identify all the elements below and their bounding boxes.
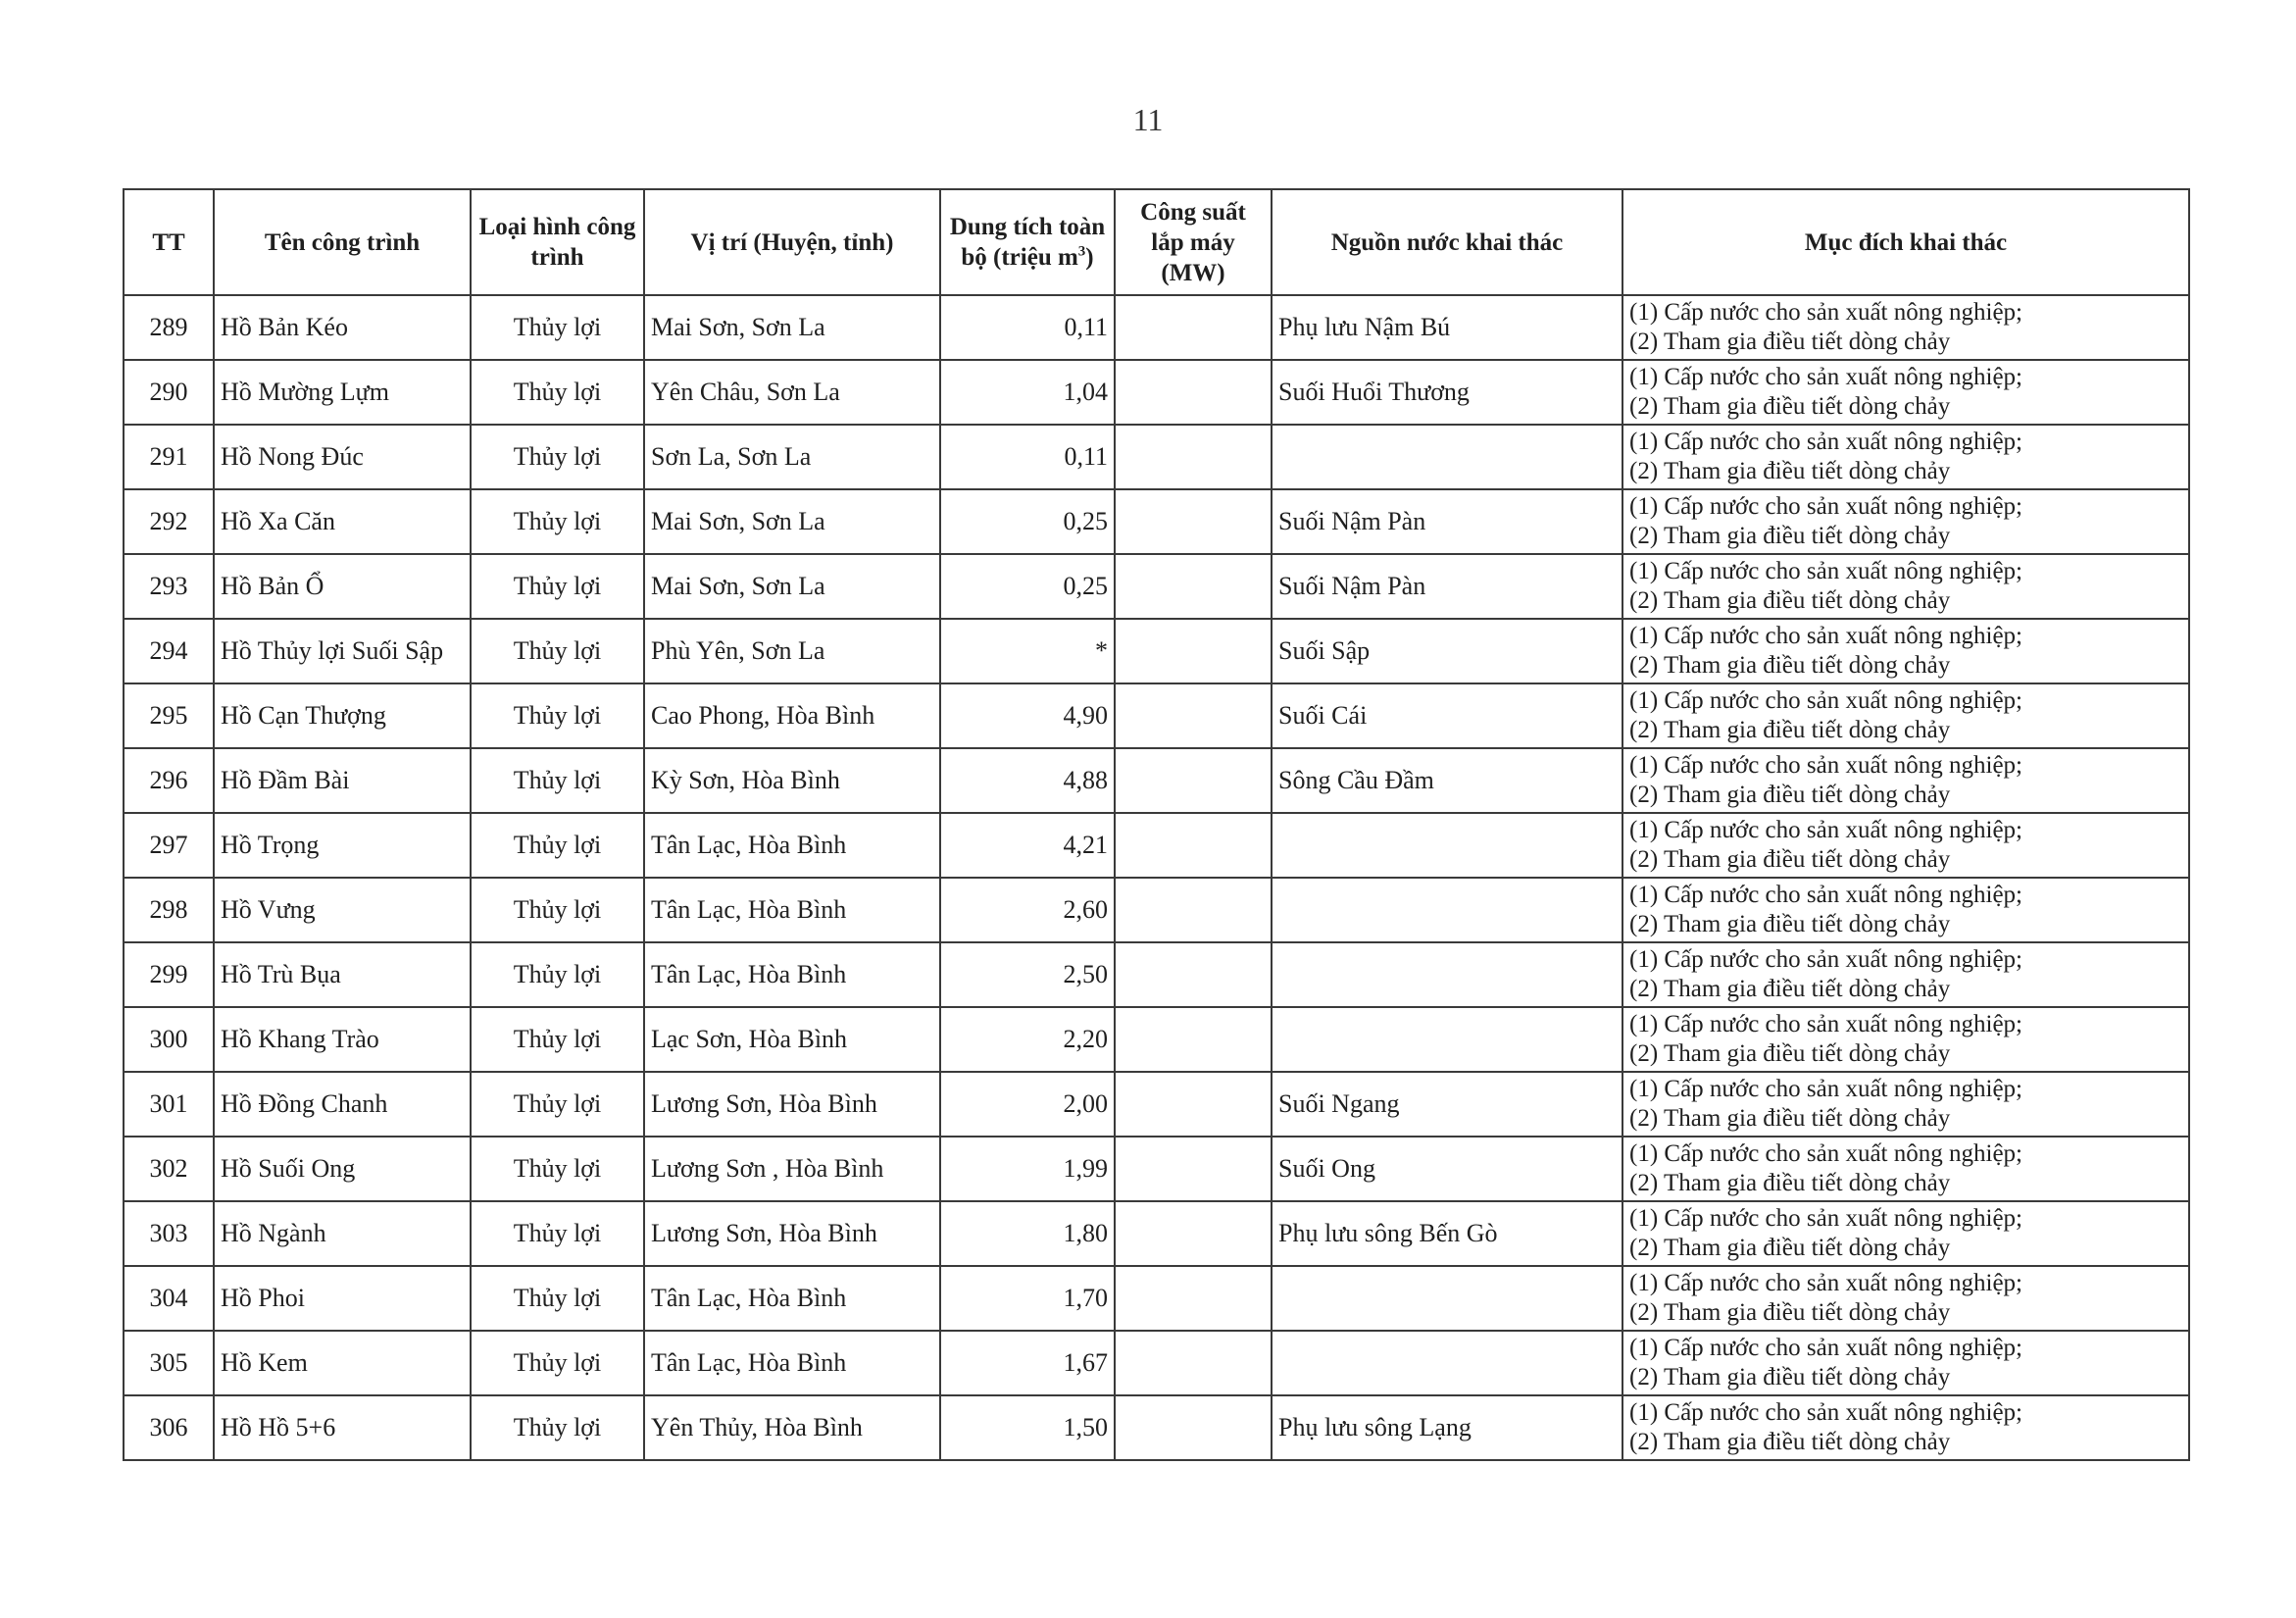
- purpose-line-1: (1) Cấp nước cho sản xuất nông nghiệp;: [1629, 1011, 2022, 1037]
- table-row: [124, 683, 2189, 748]
- purpose-line-2: (2) Tham gia điều tiết dòng chảy: [1629, 1040, 1951, 1067]
- header-tt: TT: [124, 189, 214, 295]
- cell-power: [1115, 1266, 1272, 1331]
- cell-source: [1272, 1266, 1622, 1331]
- cell-tt: 301: [124, 1072, 214, 1137]
- cell-location: Yên Thủy, Hòa Bình: [644, 1395, 940, 1460]
- cell-capacity: 0,25: [940, 554, 1115, 619]
- cell-tt: 293: [124, 554, 214, 619]
- cell-type: Thủy lợi: [471, 683, 644, 748]
- table-row: [124, 360, 2189, 425]
- cell-purpose: [1622, 1266, 2189, 1331]
- table-row: [124, 1266, 2189, 1331]
- cell-tt: 305: [124, 1331, 214, 1395]
- cell-name: Hồ Đầm Bài: [214, 748, 471, 813]
- cell-name: Hồ Khang Trào: [214, 1007, 471, 1072]
- cell-power: [1115, 1137, 1272, 1201]
- cell-capacity: 4,88: [940, 748, 1115, 813]
- purpose-line-2: (2) Tham gia điều tiết dòng chảy: [1629, 1105, 1951, 1132]
- cell-location: Tân Lạc, Hòa Bình: [644, 942, 940, 1007]
- cell-name: Hồ Nong Đúc: [214, 425, 471, 489]
- cell-name: Hồ Cạn Thượng: [214, 683, 471, 748]
- cell-capacity: 2,50: [940, 942, 1115, 1007]
- purpose-line-2: (2) Tham gia điều tiết dòng chảy: [1629, 1429, 1951, 1455]
- cell-type: Thủy lợi: [471, 813, 644, 878]
- purpose-line-2: (2) Tham gia điều tiết dòng chảy: [1629, 1299, 1951, 1326]
- cell-purpose: [1622, 748, 2189, 813]
- purpose-line-2: (2) Tham gia điều tiết dòng chảy: [1629, 587, 1951, 614]
- purpose-line-1: (1) Cấp nước cho sản xuất nông nghiệp;: [1629, 817, 2022, 843]
- cell-capacity: 0,11: [940, 425, 1115, 489]
- cell-source: [1272, 878, 1622, 942]
- header-row: [124, 189, 2189, 295]
- cell-tt: 294: [124, 619, 214, 683]
- page-number: 11: [1132, 102, 1164, 137]
- cell-source: [1272, 813, 1622, 878]
- cell-location: Kỳ Sơn, Hòa Bình: [644, 748, 940, 813]
- cell-name: Hồ Trù Bụa: [214, 942, 471, 1007]
- cell-name: Hồ Suối Ong: [214, 1137, 471, 1201]
- cell-tt: 296: [124, 748, 214, 813]
- cell-capacity: 0,25: [940, 489, 1115, 554]
- cell-source: Phụ lưu sông Lạng: [1272, 1395, 1622, 1460]
- cell-type: Thủy lợi: [471, 1266, 644, 1331]
- cell-tt: 304: [124, 1266, 214, 1331]
- header-source: Nguồn nước khai thác: [1272, 189, 1622, 295]
- cell-capacity: 1,80: [940, 1201, 1115, 1266]
- table-row: [124, 1137, 2189, 1201]
- table-row: [124, 619, 2189, 683]
- header-capacity: [940, 189, 1115, 295]
- table-row: [124, 748, 2189, 813]
- cell-type: Thủy lợi: [471, 295, 644, 360]
- cell-type: Thủy lợi: [471, 1007, 644, 1072]
- cell-capacity: 2,60: [940, 878, 1115, 942]
- table-row: [124, 1007, 2189, 1072]
- cell-location: Phù Yên, Sơn La: [644, 619, 940, 683]
- cell-purpose: [1622, 1007, 2189, 1072]
- cell-source: [1272, 1331, 1622, 1395]
- cell-location: Lương Sơn , Hòa Bình: [644, 1137, 940, 1201]
- purpose-line-1: (1) Cấp nước cho sản xuất nông nghiệp;: [1629, 493, 2022, 520]
- cell-type: Thủy lợi: [471, 619, 644, 683]
- purpose-line-2: (2) Tham gia điều tiết dòng chảy: [1629, 1170, 1951, 1196]
- cell-tt: 302: [124, 1137, 214, 1201]
- header-capacity-sup: 3: [1077, 243, 1086, 260]
- table-row: [124, 813, 2189, 878]
- cell-source: [1272, 942, 1622, 1007]
- table-row: [124, 295, 2189, 360]
- cell-location: Mai Sơn, Sơn La: [644, 489, 940, 554]
- cell-purpose: [1622, 295, 2189, 360]
- cell-capacity: 1,67: [940, 1331, 1115, 1395]
- cell-power: [1115, 1072, 1272, 1137]
- cell-name: Hồ Kem: [214, 1331, 471, 1395]
- cell-capacity: 1,99: [940, 1137, 1115, 1201]
- cell-purpose: [1622, 1201, 2189, 1266]
- cell-purpose: [1622, 878, 2189, 942]
- cell-location: Lạc Sơn, Hòa Bình: [644, 1007, 940, 1072]
- cell-power: [1115, 683, 1272, 748]
- purpose-line-1: (1) Cấp nước cho sản xuất nông nghiệp;: [1629, 1140, 2022, 1167]
- cell-source: Suối Cái: [1272, 683, 1622, 748]
- cell-type: Thủy lợi: [471, 1137, 644, 1201]
- cell-purpose: [1622, 942, 2189, 1007]
- cell-location: Yên Châu, Sơn La: [644, 360, 940, 425]
- purpose-line-2: (2) Tham gia điều tiết dòng chảy: [1629, 1235, 1951, 1261]
- cell-name: Hồ Vưng: [214, 878, 471, 942]
- purpose-line-1: (1) Cấp nước cho sản xuất nông nghiệp;: [1629, 623, 2022, 649]
- cell-name: Hồ Trọng: [214, 813, 471, 878]
- cell-location: Lương Sơn, Hòa Bình: [644, 1072, 940, 1137]
- header-capacity-text: Dung tích toàn bộ (triệu m: [949, 214, 1106, 271]
- purpose-line-2: (2) Tham gia điều tiết dòng chảy: [1629, 846, 1951, 873]
- cell-capacity: 1,70: [940, 1266, 1115, 1331]
- header-name: Tên công trình: [214, 189, 471, 295]
- header-type: Loại hình công trình: [471, 189, 644, 295]
- cell-tt: 295: [124, 683, 214, 748]
- cell-power: [1115, 295, 1272, 360]
- cell-purpose: [1622, 425, 2189, 489]
- cell-name: Hồ Xa Căn: [214, 489, 471, 554]
- purpose-line-1: (1) Cấp nước cho sản xuất nông nghiệp;: [1629, 429, 2022, 455]
- cell-type: Thủy lợi: [471, 1072, 644, 1137]
- purpose-line-1: (1) Cấp nước cho sản xuất nông nghiệp;: [1629, 1335, 2022, 1361]
- cell-capacity: 4,21: [940, 813, 1115, 878]
- cell-power: [1115, 425, 1272, 489]
- purpose-line-1: (1) Cấp nước cho sản xuất nông nghiệp;: [1629, 946, 2022, 973]
- header-purpose: Mục đích khai thác: [1622, 189, 2189, 295]
- cell-power: [1115, 748, 1272, 813]
- cell-capacity: 2,00: [940, 1072, 1115, 1137]
- cell-power: [1115, 1331, 1272, 1395]
- cell-source: Suối Huổi Thương: [1272, 360, 1622, 425]
- cell-source: Suối Ngang: [1272, 1072, 1622, 1137]
- cell-source: Suối Sập: [1272, 619, 1622, 683]
- cell-tt: 303: [124, 1201, 214, 1266]
- cell-power: [1115, 489, 1272, 554]
- cell-power: [1115, 942, 1272, 1007]
- purpose-line-1: (1) Cấp nước cho sản xuất nông nghiệp;: [1629, 364, 2022, 390]
- cell-location: Sơn La, Sơn La: [644, 425, 940, 489]
- cell-source: Sông Cầu Đầm: [1272, 748, 1622, 813]
- cell-source: Suối Nậm Pàn: [1272, 554, 1622, 619]
- header-power: Công suất lắp máy (MW): [1115, 189, 1272, 295]
- cell-name: Hồ Bản Ổ: [214, 554, 471, 619]
- cell-name: Hồ Thủy lợi Suối Sập: [214, 619, 471, 683]
- table-row: [124, 1072, 2189, 1137]
- cell-location: Mai Sơn, Sơn La: [644, 554, 940, 619]
- purpose-line-2: (2) Tham gia điều tiết dòng chảy: [1629, 976, 1951, 1002]
- cell-capacity: *: [940, 619, 1115, 683]
- cell-power: [1115, 619, 1272, 683]
- cell-purpose: [1622, 813, 2189, 878]
- purpose-line-1: (1) Cấp nước cho sản xuất nông nghiệp;: [1629, 1270, 2022, 1296]
- cell-power: [1115, 813, 1272, 878]
- cell-source: [1272, 1007, 1622, 1072]
- table-header: [124, 189, 2189, 295]
- cell-location: Tân Lạc, Hòa Bình: [644, 878, 940, 942]
- cell-name: Hồ Phoi: [214, 1266, 471, 1331]
- purpose-line-1: (1) Cấp nước cho sản xuất nông nghiệp;: [1629, 558, 2022, 584]
- table-row: [124, 1395, 2189, 1460]
- cell-type: Thủy lợi: [471, 360, 644, 425]
- purpose-line-2: (2) Tham gia điều tiết dòng chảy: [1629, 523, 1951, 549]
- cell-tt: 291: [124, 425, 214, 489]
- cell-type: Thủy lợi: [471, 1395, 644, 1460]
- cell-source: Phụ lưu sông Bến Gò: [1272, 1201, 1622, 1266]
- cell-capacity: 1,04: [940, 360, 1115, 425]
- purpose-line-2: (2) Tham gia điều tiết dòng chảy: [1629, 717, 1951, 743]
- cell-purpose: [1622, 1331, 2189, 1395]
- cell-purpose: [1622, 1137, 2189, 1201]
- cell-name: Hồ Mường Lựm: [214, 360, 471, 425]
- table-row: [124, 554, 2189, 619]
- cell-purpose: [1622, 489, 2189, 554]
- cell-tt: 292: [124, 489, 214, 554]
- purpose-line-1: (1) Cấp nước cho sản xuất nông nghiệp;: [1629, 882, 2022, 908]
- cell-type: Thủy lợi: [471, 748, 644, 813]
- cell-capacity: 1,50: [940, 1395, 1115, 1460]
- purpose-line-2: (2) Tham gia điều tiết dòng chảy: [1629, 1364, 1951, 1390]
- purpose-line-1: (1) Cấp nước cho sản xuất nông nghiệp;: [1629, 752, 2022, 779]
- cell-location: Cao Phong, Hòa Bình: [644, 683, 940, 748]
- purpose-line-2: (2) Tham gia điều tiết dòng chảy: [1629, 782, 1951, 808]
- cell-tt: 298: [124, 878, 214, 942]
- cell-location: Mai Sơn, Sơn La: [644, 295, 940, 360]
- cell-purpose: [1622, 360, 2189, 425]
- table-row: [124, 1201, 2189, 1266]
- cell-power: [1115, 554, 1272, 619]
- purpose-line-1: (1) Cấp nước cho sản xuất nông nghiệp;: [1629, 1205, 2022, 1232]
- purpose-line-1: (1) Cấp nước cho sản xuất nông nghiệp;: [1629, 687, 2022, 714]
- cell-purpose: [1622, 683, 2189, 748]
- cell-name: Hồ Hồ 5+6: [214, 1395, 471, 1460]
- cell-source: Phụ lưu Nậm Bú: [1272, 295, 1622, 360]
- purpose-line-1: (1) Cấp nước cho sản xuất nông nghiệp;: [1629, 299, 2022, 326]
- cell-location: Tân Lạc, Hòa Bình: [644, 813, 940, 878]
- table-row: [124, 1331, 2189, 1395]
- cell-name: Hồ Bản Kéo: [214, 295, 471, 360]
- cell-tt: 289: [124, 295, 214, 360]
- purpose-line-2: (2) Tham gia điều tiết dòng chảy: [1629, 911, 1951, 937]
- cell-type: Thủy lợi: [471, 1331, 644, 1395]
- cell-purpose: [1622, 619, 2189, 683]
- cell-source: Suối Nậm Pàn: [1272, 489, 1622, 554]
- purpose-line-2: (2) Tham gia điều tiết dòng chảy: [1629, 458, 1951, 484]
- cell-type: Thủy lợi: [471, 425, 644, 489]
- cell-name: Hồ Đồng Chanh: [214, 1072, 471, 1137]
- cell-purpose: [1622, 1072, 2189, 1137]
- cell-type: Thủy lợi: [471, 1201, 644, 1266]
- table-row: [124, 425, 2189, 489]
- header-capacity-close: ): [1085, 244, 1094, 271]
- cell-type: Thủy lợi: [471, 489, 644, 554]
- cell-purpose: [1622, 1395, 2189, 1460]
- cell-location: Tân Lạc, Hòa Bình: [644, 1331, 940, 1395]
- cell-power: [1115, 360, 1272, 425]
- header-location: Vị trí (Huyện, tỉnh): [644, 189, 940, 295]
- cell-tt: 300: [124, 1007, 214, 1072]
- cell-power: [1115, 1201, 1272, 1266]
- purpose-line-1: (1) Cấp nước cho sản xuất nông nghiệp;: [1629, 1399, 2022, 1426]
- cell-capacity: 0,11: [940, 295, 1115, 360]
- cell-type: Thủy lợi: [471, 942, 644, 1007]
- cell-capacity: 2,20: [940, 1007, 1115, 1072]
- cell-tt: 297: [124, 813, 214, 878]
- purpose-line-2: (2) Tham gia điều tiết dòng chảy: [1629, 329, 1951, 355]
- cell-tt: 306: [124, 1395, 214, 1460]
- cell-power: [1115, 1007, 1272, 1072]
- purpose-line-2: (2) Tham gia điều tiết dòng chảy: [1629, 393, 1951, 420]
- cell-capacity: 4,90: [940, 683, 1115, 748]
- purpose-line-1: (1) Cấp nước cho sản xuất nông nghiệp;: [1629, 1076, 2022, 1102]
- cell-type: Thủy lợi: [471, 554, 644, 619]
- cell-power: [1115, 1395, 1272, 1460]
- cell-name: Hồ Ngành: [214, 1201, 471, 1266]
- cell-type: Thủy lợi: [471, 878, 644, 942]
- table-row: [124, 878, 2189, 942]
- cell-tt: 299: [124, 942, 214, 1007]
- cell-power: [1115, 878, 1272, 942]
- table-body: [124, 295, 2189, 1460]
- cell-purpose: [1622, 554, 2189, 619]
- cell-source: [1272, 425, 1622, 489]
- reservoir-table: [123, 188, 2190, 1461]
- cell-tt: 290: [124, 360, 214, 425]
- table-row: [124, 942, 2189, 1007]
- table-row: [124, 489, 2189, 554]
- cell-source: Suối Ong: [1272, 1137, 1622, 1201]
- cell-location: Lương Sơn, Hòa Bình: [644, 1201, 940, 1266]
- cell-location: Tân Lạc, Hòa Bình: [644, 1266, 940, 1331]
- purpose-line-2: (2) Tham gia điều tiết dòng chảy: [1629, 652, 1951, 679]
